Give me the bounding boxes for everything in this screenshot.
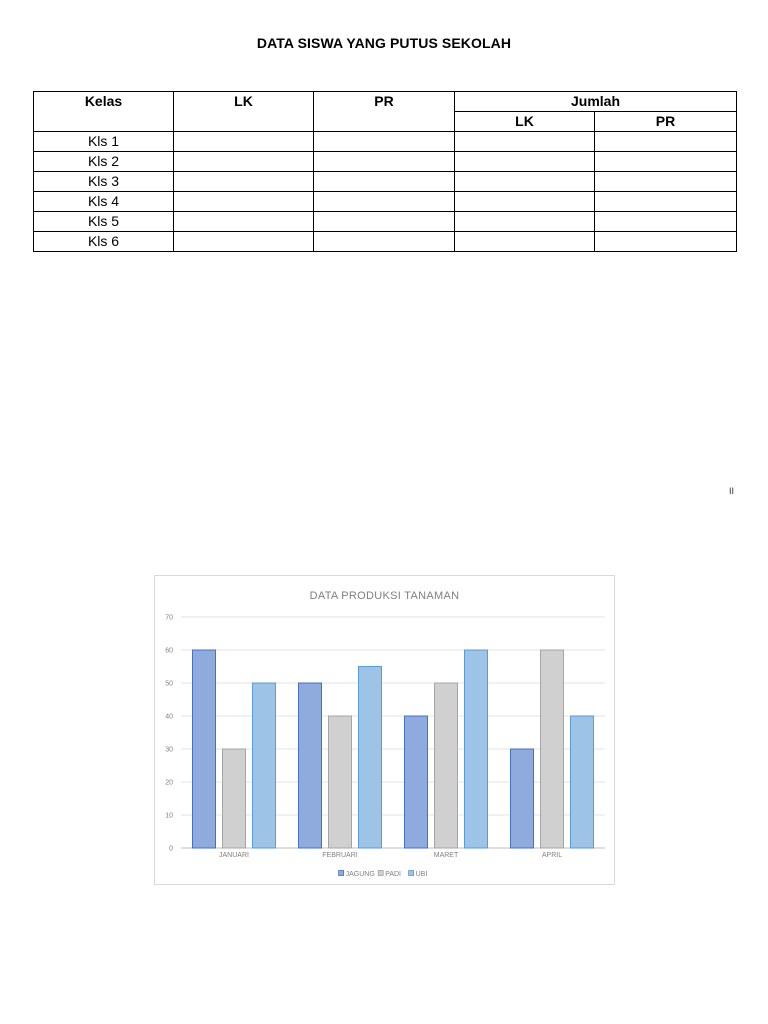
legend-label: PADI bbox=[385, 871, 402, 878]
x-tick-label: MARET bbox=[433, 852, 459, 859]
cell-pr bbox=[314, 152, 455, 172]
legend-swatch bbox=[409, 871, 414, 876]
cell-lk bbox=[174, 132, 314, 152]
legend-swatch bbox=[378, 871, 383, 876]
y-tick-label: 20 bbox=[165, 779, 173, 787]
cell-lk bbox=[174, 172, 314, 192]
cell-kelas: Kls 2 bbox=[34, 152, 174, 172]
bar-ubi bbox=[571, 716, 594, 848]
cell-lk bbox=[174, 192, 314, 212]
chart-y-ticks bbox=[165, 615, 173, 853]
cell-jumlah-lk bbox=[455, 212, 595, 232]
cell-kelas: Kls 5 bbox=[34, 212, 174, 232]
cell-jumlah-lk bbox=[455, 232, 595, 252]
legend-label: JAGUNG bbox=[345, 871, 375, 878]
cell-lk bbox=[174, 212, 314, 232]
chart-legend bbox=[339, 871, 428, 879]
x-tick-label: APRIL bbox=[541, 852, 563, 859]
cell-jumlah-pr bbox=[595, 232, 737, 252]
chart-title: DATA PRODUKSI TANAMAN bbox=[309, 590, 460, 602]
table-row bbox=[34, 192, 737, 212]
table-row bbox=[34, 152, 737, 172]
bar-padi bbox=[223, 749, 246, 848]
table-row bbox=[34, 172, 737, 192]
cell-pr bbox=[314, 172, 455, 192]
cell-jumlah-pr bbox=[595, 172, 737, 192]
document-title: DATA SISWA YANG PUTUS SEKOLAH bbox=[256, 35, 512, 51]
header-lk: LK bbox=[174, 92, 314, 132]
cell-jumlah-lk bbox=[455, 132, 595, 152]
cell-jumlah-pr bbox=[595, 132, 737, 152]
y-tick-label: 50 bbox=[165, 680, 173, 688]
header-jumlah-pr: PR bbox=[595, 112, 737, 132]
bar-padi bbox=[541, 650, 564, 848]
legend-label: UBI bbox=[415, 871, 428, 878]
cell-jumlah-pr bbox=[595, 152, 737, 172]
bar-padi bbox=[435, 683, 458, 848]
y-tick-label: 30 bbox=[165, 746, 173, 754]
y-tick-label: 40 bbox=[165, 713, 173, 721]
cell-pr bbox=[314, 192, 455, 212]
bar-ubi bbox=[253, 683, 276, 848]
cell-kelas: Kls 1 bbox=[34, 132, 174, 152]
page-marker: II bbox=[729, 486, 735, 496]
cell-lk bbox=[174, 152, 314, 172]
y-tick-label: 10 bbox=[165, 812, 173, 820]
chart-canvas bbox=[155, 576, 614, 884]
cell-jumlah-pr bbox=[595, 212, 737, 232]
cell-kelas: Kls 3 bbox=[34, 172, 174, 192]
header-jumlah: Jumlah bbox=[455, 92, 737, 112]
legend-swatch bbox=[339, 871, 344, 876]
cell-jumlah-lk bbox=[455, 192, 595, 212]
cell-jumlah-lk bbox=[455, 152, 595, 172]
header-kelas: Kelas bbox=[34, 92, 174, 132]
cell-jumlah-pr bbox=[595, 192, 737, 212]
bar-jagung bbox=[193, 650, 216, 848]
bar-padi bbox=[329, 716, 352, 848]
cell-kelas: Kls 4 bbox=[34, 192, 174, 212]
y-tick-label: 60 bbox=[165, 647, 173, 655]
cell-pr bbox=[314, 132, 455, 152]
cell-kelas: Kls 6 bbox=[34, 232, 174, 252]
dropout-table bbox=[33, 91, 737, 252]
table-row bbox=[34, 132, 737, 152]
header-jumlah-lk: LK bbox=[455, 112, 595, 132]
x-tick-label: FEBRUARI bbox=[322, 852, 358, 859]
cell-lk bbox=[174, 232, 314, 252]
bar-jagung bbox=[299, 683, 322, 848]
header-pr: PR bbox=[314, 92, 455, 132]
bar-ubi bbox=[359, 667, 382, 849]
table-row bbox=[34, 232, 737, 252]
bar-ubi bbox=[465, 650, 488, 848]
cell-pr bbox=[314, 232, 455, 252]
cell-jumlah-lk bbox=[455, 172, 595, 192]
x-tick-label: JANUARI bbox=[219, 852, 249, 859]
chart-x-ticks bbox=[219, 852, 562, 859]
cell-pr bbox=[314, 212, 455, 232]
y-tick-label: 70 bbox=[165, 614, 173, 622]
production-chart bbox=[154, 575, 615, 885]
table-row bbox=[34, 212, 737, 232]
bar-jagung bbox=[511, 749, 534, 848]
bar-jagung bbox=[405, 716, 428, 848]
y-tick-label: 0 bbox=[169, 845, 173, 853]
